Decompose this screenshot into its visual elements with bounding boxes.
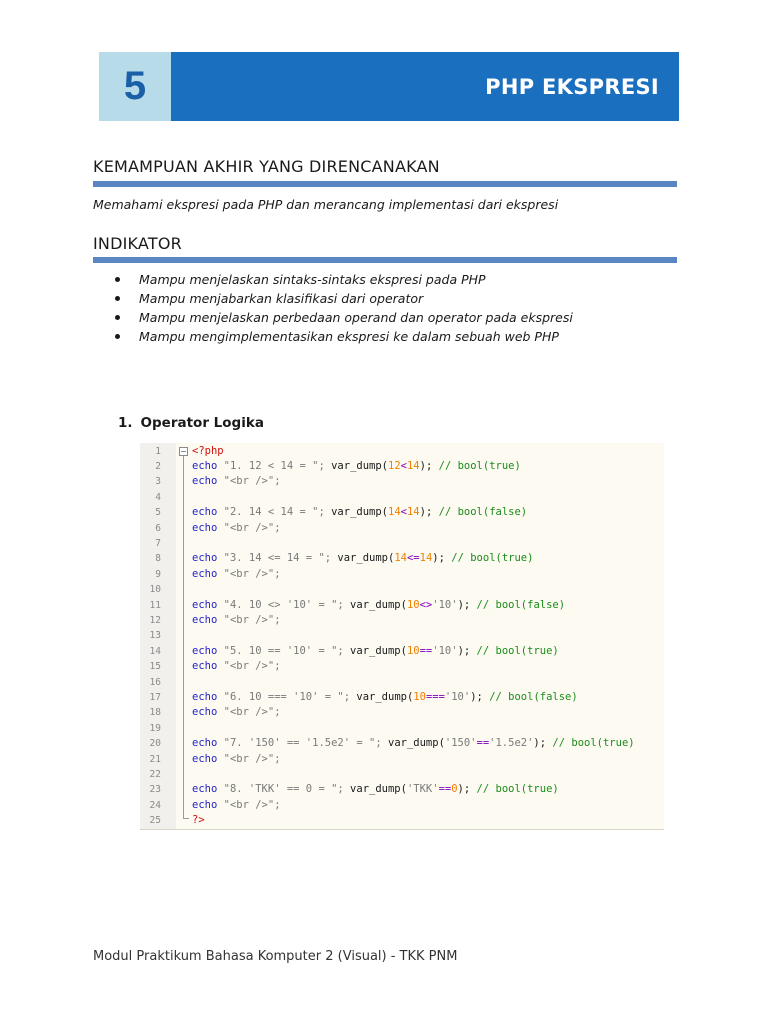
line-number: 20 <box>149 738 161 750</box>
function-call: var_dump( <box>343 598 407 611</box>
line-number: 17 <box>149 691 161 703</box>
page-footer: Modul Praktikum Bahasa Komputer 2 (Visual) - TKK PNM <box>93 949 458 964</box>
string-literal: "8. 'TKK' == 0 = "; <box>223 783 344 796</box>
code-line <box>140 782 664 797</box>
line-number: 16 <box>149 676 161 688</box>
section-heading-kemampuan: KEMAMPUAN AKHIR YANG DIRENCANAKAN <box>93 157 440 176</box>
echo-keyword: echo <box>192 737 218 750</box>
operator: < <box>400 459 407 472</box>
chapter-header <box>99 52 679 121</box>
bullet-icon <box>115 296 120 301</box>
string-literal: "5. 10 == '10' = "; <box>223 644 344 657</box>
operand: '10' <box>432 598 458 611</box>
line-number: 23 <box>149 784 161 796</box>
code-content <box>192 505 527 520</box>
punctuation: ); <box>470 690 483 703</box>
chapter-title: PHP EKSPRESI <box>171 52 679 121</box>
code-content <box>192 782 559 797</box>
string-literal: "<br />"; <box>223 613 281 626</box>
echo-keyword: echo <box>192 506 218 519</box>
php-close-tag: ?> <box>192 814 205 827</box>
chapter-number: 5 <box>99 52 171 121</box>
code-line <box>140 521 664 536</box>
string-literal: "<br />"; <box>223 475 281 488</box>
echo-keyword: echo <box>192 690 218 703</box>
echo-keyword: echo <box>192 459 218 472</box>
subsection-title: Operator Logika <box>140 415 264 431</box>
code-comment: // bool(false) <box>489 690 578 703</box>
code-comment: // bool(true) <box>552 737 635 750</box>
code-content <box>192 659 281 674</box>
echo-keyword: echo <box>192 660 218 673</box>
php-open-tag: <?php <box>192 444 224 457</box>
line-number: 21 <box>149 753 161 765</box>
function-call: var_dump( <box>343 644 407 657</box>
list-item: Mampu menjelaskan sintaks-sintaks ekspresi pada PHP <box>115 270 573 289</box>
echo-keyword: echo <box>192 598 218 611</box>
function-call: var_dump( <box>381 737 445 750</box>
line-number: 15 <box>149 661 161 673</box>
function-call: var_dump( <box>343 783 407 796</box>
code-comment: // bool(true) <box>451 552 534 565</box>
string-literal: "3. 14 <= 14 = "; <box>223 552 332 565</box>
line-number: 25 <box>149 815 161 827</box>
code-content <box>192 444 224 459</box>
echo-keyword: echo <box>192 475 218 488</box>
section-heading-indikator: INDIKATOR <box>93 234 182 253</box>
code-line <box>140 613 664 628</box>
code-line <box>140 736 664 751</box>
bullet-icon <box>115 334 120 339</box>
string-literal: "4. 10 <> '10' = "; <box>223 598 344 611</box>
code-line <box>140 444 664 459</box>
code-line <box>140 474 664 489</box>
operand: 0 <box>451 783 458 796</box>
code-line <box>140 459 664 474</box>
string-literal: "1. 12 < 14 = "; <box>223 459 325 472</box>
echo-keyword: echo <box>192 644 218 657</box>
operator: <= <box>406 552 420 565</box>
punctuation: ); <box>419 459 433 472</box>
operand: 10 <box>413 690 426 703</box>
line-number: 12 <box>149 614 161 626</box>
echo-keyword: echo <box>192 521 218 534</box>
operand: 10 <box>406 598 420 611</box>
code-line <box>140 536 664 551</box>
code-content <box>192 813 205 828</box>
code-line <box>140 582 664 597</box>
code-comment: // bool(false) <box>476 598 566 611</box>
line-number: 10 <box>149 584 161 596</box>
line-number: 24 <box>149 799 161 811</box>
code-content <box>192 521 281 536</box>
bullet-icon <box>115 277 120 282</box>
line-number: 14 <box>149 645 161 657</box>
indicator-list <box>115 270 573 346</box>
echo-keyword: echo <box>192 752 218 765</box>
string-literal: "<br />"; <box>223 706 281 719</box>
code-line <box>140 705 664 720</box>
code-line <box>140 505 664 520</box>
line-number: 4 <box>155 491 161 503</box>
line-number: 18 <box>149 707 161 719</box>
punctuation: ); <box>432 552 445 565</box>
echo-keyword: echo <box>192 552 218 565</box>
operator: == <box>419 644 433 657</box>
list-item: Mampu mengimplementasikan ekspresi ke dalam sebuah web PHP <box>115 327 573 346</box>
line-number: 13 <box>149 630 161 642</box>
operand: 14 <box>406 506 420 519</box>
echo-keyword: echo <box>192 706 218 719</box>
code-line <box>140 659 664 674</box>
code-line <box>140 813 664 828</box>
code-content <box>192 644 559 659</box>
echo-keyword: echo <box>192 798 218 811</box>
code-content <box>192 459 521 474</box>
string-literal: "<br />"; <box>223 521 281 534</box>
code-line <box>140 567 664 582</box>
code-content <box>192 598 565 613</box>
code-content <box>192 690 578 705</box>
line-number: 9 <box>155 568 161 580</box>
code-line <box>140 752 664 767</box>
code-line <box>140 490 664 505</box>
operand: 14 <box>419 552 433 565</box>
code-content <box>192 551 533 566</box>
section-divider <box>93 257 677 263</box>
line-number: 2 <box>155 460 161 472</box>
code-line <box>140 598 664 613</box>
punctuation: ); <box>419 506 433 519</box>
string-literal: "6. 10 === '10' = "; <box>223 690 351 703</box>
subsection-heading <box>118 415 264 431</box>
code-content <box>192 474 281 489</box>
code-line <box>140 798 664 813</box>
operator: == <box>476 737 490 750</box>
line-number: 22 <box>149 768 161 780</box>
code-line <box>140 690 664 705</box>
line-number: 8 <box>155 553 161 565</box>
code-comment: // bool(true) <box>438 459 521 472</box>
list-item: Mampu menjelaskan perbedaan operand dan operator pada ekspresi <box>115 308 573 327</box>
section-divider <box>93 181 677 187</box>
line-number: 19 <box>149 722 161 734</box>
code-content <box>192 613 281 628</box>
operand: 10 <box>406 644 420 657</box>
line-number: 1 <box>155 445 161 457</box>
string-literal: "2. 14 < 14 = "; <box>223 506 325 519</box>
operand: 14 <box>406 459 420 472</box>
code-content <box>192 752 281 767</box>
code-line <box>140 675 664 690</box>
objective-text: Memahami ekspresi pada PHP dan merancang implementasi dari ekspresi <box>93 197 559 212</box>
operand: 14 <box>388 506 401 519</box>
line-number: 5 <box>155 507 161 519</box>
function-call: var_dump( <box>324 506 388 519</box>
punctuation: ); <box>457 644 471 657</box>
string-literal: "7. '150' == '1.5e2' = "; <box>223 737 382 750</box>
fold-toggle-icon[interactable]: − <box>180 447 187 456</box>
code-line <box>140 628 664 643</box>
function-call: var_dump( <box>350 690 414 703</box>
string-literal: "<br />"; <box>223 752 281 765</box>
bullet-icon <box>115 315 120 320</box>
code-block <box>140 443 664 830</box>
code-content <box>192 567 281 582</box>
operand: 12 <box>388 459 401 472</box>
code-comment: // bool(true) <box>476 644 559 657</box>
line-number: 11 <box>149 599 161 611</box>
string-literal: "<br />"; <box>223 660 281 673</box>
punctuation: ); <box>457 598 471 611</box>
function-call: var_dump( <box>331 552 395 565</box>
punctuation: ); <box>457 783 471 796</box>
subsection-number: 1. <box>118 415 133 431</box>
string-literal: "<br />"; <box>223 798 281 811</box>
operand: '150' <box>444 737 477 750</box>
line-number: 6 <box>155 522 161 534</box>
code-line <box>140 551 664 566</box>
line-number: 3 <box>155 476 161 488</box>
echo-keyword: echo <box>192 567 218 580</box>
operator: <> <box>419 598 433 611</box>
code-content <box>192 736 635 751</box>
operand: '1.5e2' <box>489 737 534 750</box>
line-number: 7 <box>155 537 161 549</box>
code-comment: // bool(false) <box>438 506 528 519</box>
operator: == <box>438 783 452 796</box>
echo-keyword: echo <box>192 613 218 626</box>
echo-keyword: echo <box>192 783 218 796</box>
code-comment: // bool(true) <box>476 783 559 796</box>
operator: < <box>400 506 407 519</box>
list-item: Mampu menjabarkan klasifikasi dari operator <box>115 289 573 308</box>
punctuation: ); <box>533 737 547 750</box>
operand: 'TKK' <box>406 783 439 796</box>
code-content <box>192 798 281 813</box>
operator: === <box>425 690 445 703</box>
code-line <box>140 767 664 782</box>
operand: '10' <box>444 690 471 703</box>
function-call: var_dump( <box>324 459 388 472</box>
operand: '10' <box>432 644 458 657</box>
code-line <box>140 644 664 659</box>
code-content <box>192 705 281 720</box>
string-literal: "<br />"; <box>223 567 281 580</box>
operand: 14 <box>394 552 407 565</box>
code-line <box>140 721 664 736</box>
